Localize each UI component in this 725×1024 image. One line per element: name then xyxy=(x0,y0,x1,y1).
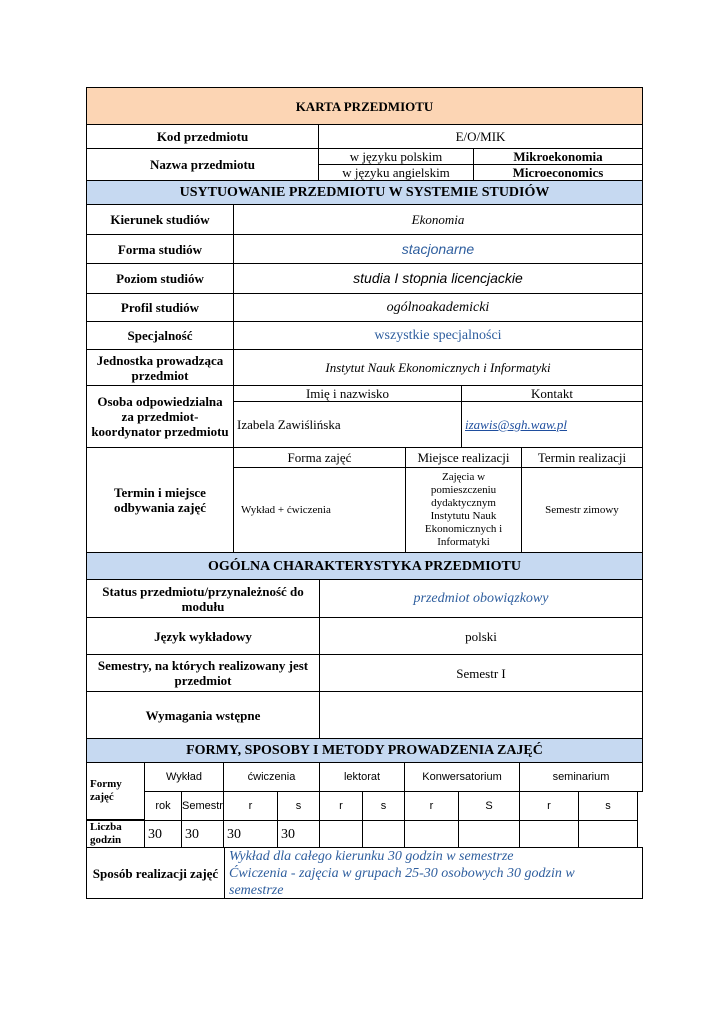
sub-header: S xyxy=(458,791,520,821)
schedule-place-header: Miejsce realizacji xyxy=(405,447,522,468)
language-value: polski xyxy=(319,617,643,655)
field-of-study-value: Ekonomia xyxy=(233,204,643,235)
hours-cell xyxy=(578,820,638,848)
realization-line: Ćwiczenia - zajęcia w grupach 25-30 osobowych 30 godzin w xyxy=(229,865,575,881)
general-heading: OGÓLNA CHARAKTERYSTYKA PRZEDMIOTU xyxy=(86,552,643,580)
status-label: Status przedmiotu/przynależność do modułu xyxy=(86,579,320,618)
sub-header: r xyxy=(319,791,363,821)
schedule-term-value: Semestr zimowy xyxy=(521,467,643,553)
requirements-value xyxy=(319,691,643,739)
language-label: Język wykładowy xyxy=(86,617,320,655)
schedule-form-header: Forma zajęć xyxy=(233,447,406,468)
coordinator-label: Osoba odpowiedzialna za przedmiot- koordynator przedmiotu xyxy=(86,385,234,448)
schedule-term-header: Termin realizacji xyxy=(521,447,643,468)
sub-header: Semestr xyxy=(181,791,224,821)
sub-header: s xyxy=(277,791,320,821)
hours-cell: 30 xyxy=(223,820,278,848)
realization-line: Wykład dla całego kierunku 30 godzin w semestrze xyxy=(229,848,514,864)
unit-label: Jednostka prowadząca przedmiot xyxy=(86,349,234,386)
study-level-value: studia I stopnia licencjackie xyxy=(233,263,643,294)
placement-heading: USYTUOWANIE PRZEDMIOTU W SYSTEMIE STUDIÓW xyxy=(86,180,643,205)
semesters-value: Semestr I xyxy=(319,654,643,692)
forms-label: Formy zajęć xyxy=(86,762,145,820)
specialization-label: Specjalność xyxy=(86,321,234,350)
sub-header: r xyxy=(404,791,459,821)
semesters-label: Semestry, na których realizowany jest przedmiot xyxy=(86,654,320,692)
study-form-value: stacjonarne xyxy=(233,234,643,264)
lang-pl-label: w języku polskim xyxy=(318,148,474,165)
realization-line: semestrze xyxy=(229,882,284,898)
sub-header: s xyxy=(578,791,638,821)
type-exercises: ćwiczenia xyxy=(223,762,320,792)
sub-header: r xyxy=(223,791,278,821)
course-code-value: E/O/MIK xyxy=(318,124,643,149)
hours-cell: 30 xyxy=(277,820,320,848)
coordinator-contact-header: Kontakt xyxy=(461,385,643,402)
coordinator-email-cell xyxy=(461,401,643,448)
specialization-value: wszystkie specjalności xyxy=(233,321,643,350)
card-title: KARTA PRZEDMIOTU xyxy=(86,87,643,125)
schedule-place-value: Zajęcia w pomieszczeniu dydaktycznym Instytutu Nauk Ekonomicznych i Informatyki xyxy=(405,467,522,553)
course-code-label: Kod przedmiotu xyxy=(86,124,319,149)
hours-cell xyxy=(404,820,459,848)
hours-cell: 30 xyxy=(181,820,224,848)
type-conversation: Konwersatorium xyxy=(404,762,520,792)
hours-cell xyxy=(362,820,405,848)
study-level-label: Poziom studiów xyxy=(86,263,234,294)
field-of-study-label: Kierunek studiów xyxy=(86,204,234,235)
course-name-label: Nazwa przedmiotu xyxy=(86,148,319,181)
hours-cell xyxy=(458,820,520,848)
course-name-en: Microeconomics xyxy=(473,164,643,181)
hours-cell: 30 xyxy=(144,820,182,848)
sub-header: rok xyxy=(144,791,182,821)
unit-value: Instytut Nauk Ekonomicznych i Informatyki xyxy=(233,349,643,386)
methods-heading: FORMY, SPOSOBY I METODY PROWADZENIA ZAJĘĆ xyxy=(86,738,643,763)
course-name-pl: Mikroekonomia xyxy=(473,148,643,165)
hours-cell xyxy=(319,820,363,848)
sub-header: s xyxy=(362,791,405,821)
lang-en-label: w języku angielskim xyxy=(318,164,474,181)
schedule-form-value: Wykład + ćwiczenia xyxy=(233,467,406,553)
hours-label: Liczba godzin xyxy=(86,820,145,848)
study-profile-value: ogólnoakademicki xyxy=(233,293,643,322)
type-language-course: lektorat xyxy=(319,762,405,792)
study-profile-label: Profil studiów xyxy=(86,293,234,322)
requirements-label: Wymagania wstępne xyxy=(86,691,320,739)
study-form-label: Forma studiów xyxy=(86,234,234,264)
type-seminar: seminarium xyxy=(519,762,643,792)
realization-label: Sposób realizacji zajęć xyxy=(86,847,225,899)
type-lecture: Wykład xyxy=(144,762,224,792)
coordinator-name-header: Imię i nazwisko xyxy=(233,385,462,402)
realization-value xyxy=(224,847,643,899)
sub-header: r xyxy=(519,791,579,821)
hours-cell xyxy=(519,820,579,848)
coordinator-name: Izabela Zawiślińska xyxy=(233,401,462,448)
status-value: przedmiot obowiązkowy xyxy=(319,579,643,618)
coordinator-email-link[interactable]: izawis@sgh.waw.pl xyxy=(465,417,568,432)
schedule-label: Termin i miejsce odbywania zajęć xyxy=(86,447,234,553)
